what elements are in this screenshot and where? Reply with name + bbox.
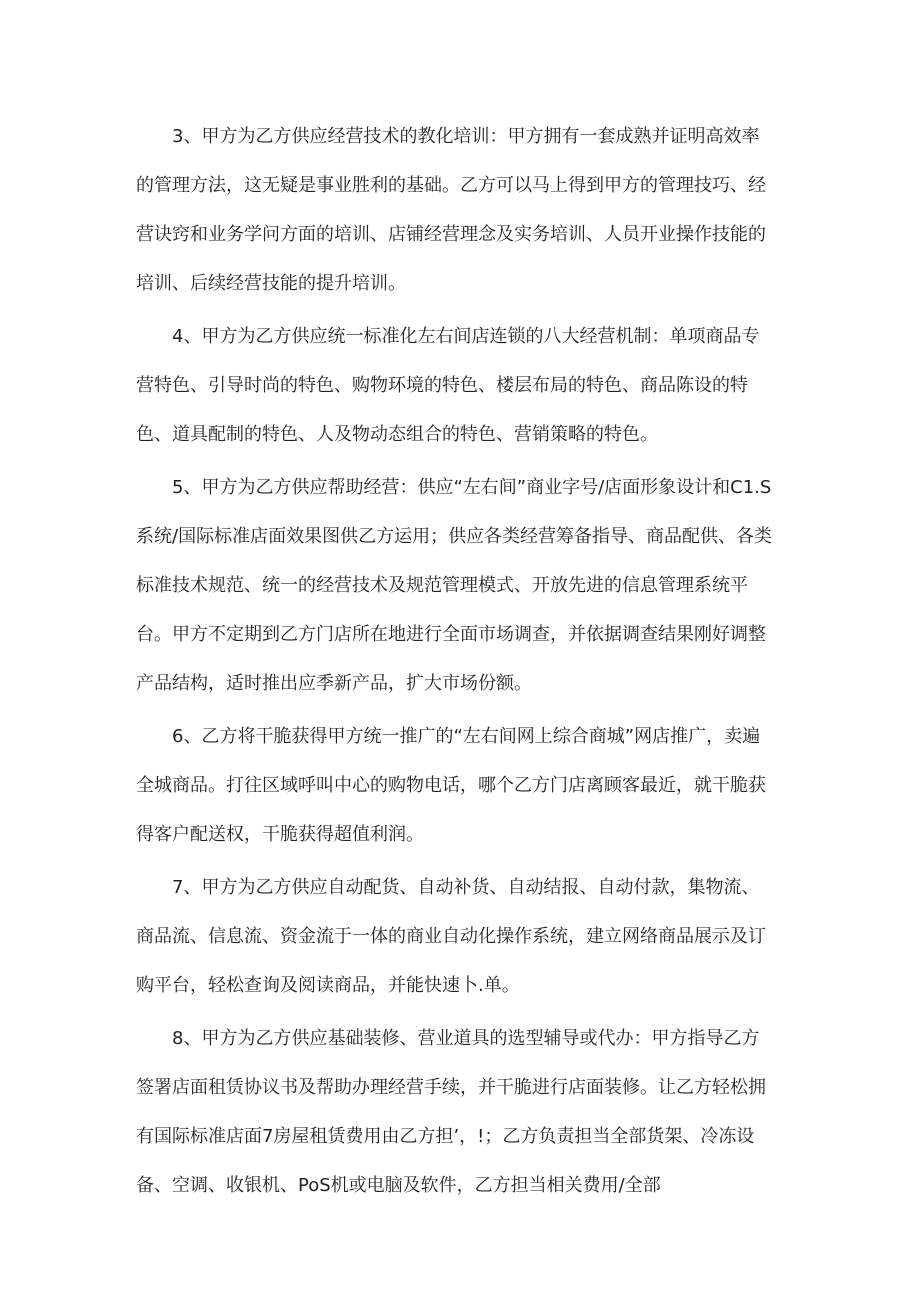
paragraph-6: 6、乙方将干脆获得甲方统一推广的“左右间网上综合商城”网店推广，卖遍全城商品。打往区域呼叫中心的购物电话，哪个乙方门店离顾客最近，就干脆获得客户配送权，干脆获得超值利润。 [136,726,766,845]
paragraph-4: 4、甲方为乙方供应统一标准化左右间店连锁的八大经营机制：单项商品专营特色、引导时尚的特色、购物环境的特色、楼层布局的特色、商品陈设的特色、道具配制的特色、人及物动态组合的特色、营销策略的特色。 [136,326,760,445]
document-body [136,112,776,1210]
paragraph-7: 7、甲方为乙方供应自动配货、自动补货、自动结报、自动付款，集物流、商品流、信息流、资金流于一体的商业自动化操作系统，建立网络商品展示及订购平台，轻松查询及阅读商品，并能快速卜.单。 [136,877,766,996]
paragraph-8: 8、甲方为乙方供应基础装修、营业道具的选型辅导或代办：甲方指导乙方签署店面租赁协议书及帮助办理经营手续，并干脆进行店面装修。让乙方轻松拥有国际标准店面7房屋租赁费用由乙方担’，!；乙方负责担当全部货架、冷冻设备、空调、收银机、PoS机或电脑及软件，乙方担当相关费用/全部 [136,1028,766,1196]
paragraph-5: 5、甲方为乙方供应帮助经营：供应“左右间”商业字号/店面形象设计和C1.S系统/国际标准店面效果图供乙方运用；供应各类经营筹备指导、商品配供、各类标准技术规范、统一的经营技术及规范管理模式、开放先进的信息管理系统平台。甲方不定期到乙方门店所在地进行全面市场调查，并依据调查结果刚好调整产品结构，适时推出应季新产品，扩大市场份额。 [136,477,773,694]
paragraph-3: 3、甲方为乙方供应经营技术的教化培训：甲方拥有一套成熟并证明高效率的管理方法，这无疑是事业胜利的基础。乙方可以马上得到甲方的管理技巧、经营诀窍和业务学问方面的培训、店铺经营理念及实务培训、人员开业操作技能的培训、后续经营技能的提升培训。 [136,126,766,294]
